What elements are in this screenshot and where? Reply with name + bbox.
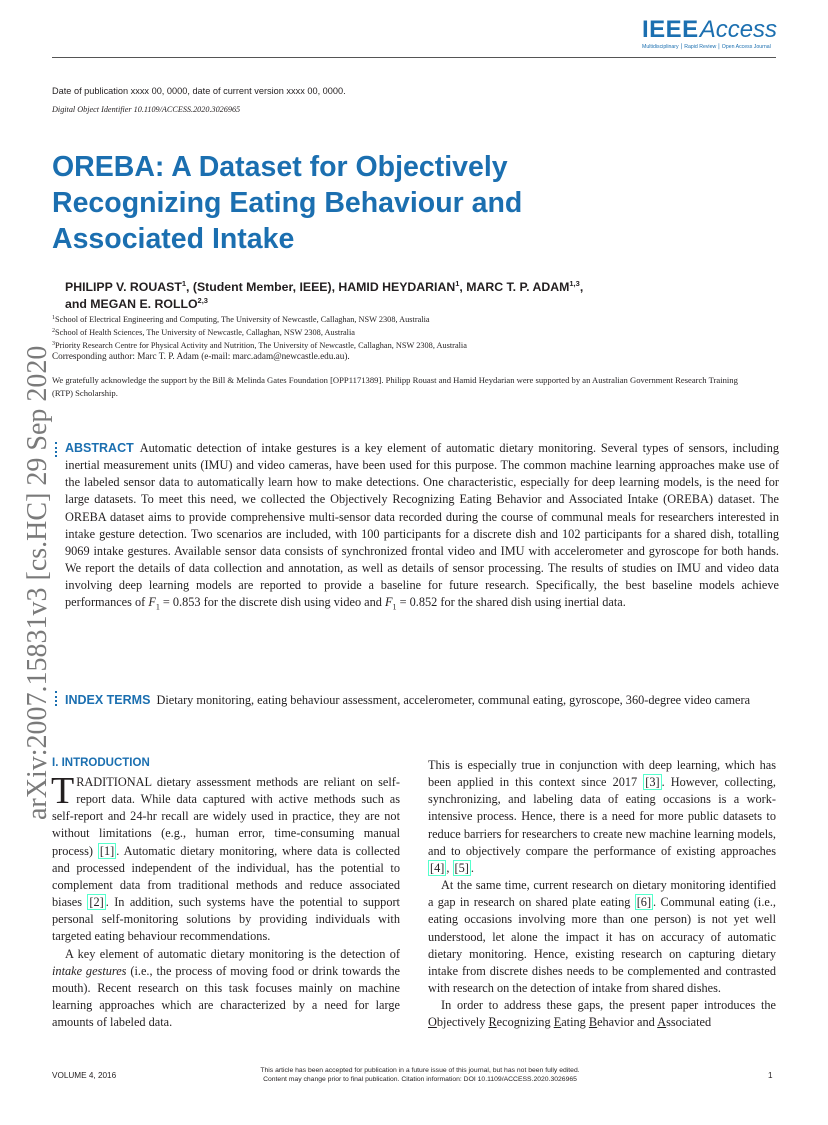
logo-ieee-text: IEEE: [642, 16, 699, 43]
ieee-access-logo: [642, 16, 778, 50]
corresponding-author: Corresponding author: Marc T. P. Adam (e-mail: marc.adam@newcastle.edu.au).: [52, 351, 350, 361]
index-terms-label: INDEX TERMS: [65, 693, 151, 707]
abstract: ABSTRACT Automatic detection of intake gestures is a key element of automatic dietary monitoring. Several types of sensors, including inertial measurement units (IMU) and video cameras, have been used for this purpose. The common machine learning approaches make use of the labeled sensor data to automatically learn how to make detections. One characteristic, especially for deep learning models, is the need for large datasets. To meet this need, we collected the Objectively Recognizing Eating Behavior and Associated Intake (OREBA) dataset. The OREBA dataset aims to provide comprehensive multi-sensor data recorded during the course of communal meals for researchers interested in intake gesture detection. Two scenarios are included, with 100 participants for a discrete dish and 102 participants for a shared dish, totalling 9069 intake gestures. Available sensor data consists of synchronized frontal video and IMU with accelerometer and gyroscope for both hands. We report the details of data collection and annotation, as well as details of sensor processing. The results of studies on IMU and video data involving deep learning models are reported to provide a baseline for future research. Specifically, the best baseline models achieve performances of $F_1 = 0.853$ for the discrete dish using video and $F_1 = 0.852$ for the shared dish using inertial data.: [65, 441, 779, 612]
citation-link[interactable]: [6]: [636, 895, 652, 910]
abstract-label: ABSTRACT: [65, 441, 134, 455]
citation-link[interactable]: [5]: [454, 860, 469, 875]
index-terms-marker: [55, 691, 59, 706]
intro-paragraph-2: A key element of automatic dietary monitoring is the detection of intake gestures (i.e., the process of moving food or drink towards the mouth). Recent research on this task focuses mainly on machine learning approaches which are characterized by a need for large amounts of labeled data.: [52, 946, 400, 1030]
affiliation-1: $^1$School of Electrical Engineering and Computing, The University of Newcastle, Callaghan, NSW 2308, Australia: [52, 315, 430, 324]
footer-volume: VOLUME 4, 2016: [52, 1071, 117, 1080]
abstract-text: Automatic detection of intake gestures is a key element of automatic dietary monitoring. Several types of sensors, including inertial measurement units (IMU) and video cameras, have been used for this purpose. The common machine learning approaches make use of the labeled sensor data to automatically learn how to make detections. One characteristic, especially for deep learning models, is the need for large datasets. To meet this need, we collected the Objectively Recognizing Eating Behavior and Associated Intake (OREBA) dataset. The OREBA dataset aims to provide comprehensive multi-sensor data recorded during the course of communal meals for researchers interested in intake gesture detection. Two scenarios are included, with 100 participants for a discrete dish and 102 participants for a shared dish, totalling 9069 intake gestures. Available sensor data consists of synchronized frontal video and IMU with accelerometer and gyroscope for both hands. We report the details of data collection and annotation, as well as details of sensor processing. The results of studies on IMU and video data involving deep learning models are reported to provide a baseline for future research. Specifically, the best baseline models achieve performances of: [65, 441, 779, 610]
index-terms-text: Dietary monitoring, eating behaviour assessment, accelerometer, communal eating, gyroscope, 360-degree video camera: [156, 693, 751, 707]
right-column: [428, 757, 776, 1032]
index-terms: [65, 692, 779, 709]
citation-link[interactable]: [2]: [89, 895, 104, 910]
left-column: [51, 770, 400, 1031]
title-line-3: Associated Intake: [52, 223, 295, 255]
citation-link[interactable]: [4]: [430, 860, 445, 875]
intro-paragraph-4: At the same time, current research on dietary monitoring identified a gap in research on shared plate eating [6] . Communal eating (i.e., eating occasions involving more than one person) is not yet well understood, let alone the impact it has on accuracy of automatic dietary monitoring. Hence, existing research on capturing dietary intake from discrete dishes needs to be complemented and contrasted with research on the detection of intake from shared dishes.: [428, 878, 776, 996]
acknowledgement: We gratefully acknowledge the support by the Bill & Melinda Gates Foundation [OPP1171389]. Philipp Rouast and Hamid Heydarian were supported by an Australian Government Research Training (RTP) Scholarship.: [52, 375, 738, 398]
logo-access-text: Access: [699, 16, 778, 43]
intro-paragraph-5: In order to address these gaps, the present paper introduces the Objectively Recognizing Eating Behavior and Associated: [428, 998, 776, 1030]
footer-note: This article has been accepted for publication in a future issue of this journal, but has not been fully edited. Content may change prior to final publication. Citation information: DOI 10.1109/ACCESS.2020.3026965: [260, 1067, 580, 1083]
intro-paragraph-1: TRADITIONAL dietary assessment methods are reliant on self-report data. While data captured with active methods such as self-report and 24-hr recall are widely used in practice, they are not without limitations (e.g., human error, time-consuming manual process) [1] . Automatic dietary monitoring, where data is collected and processed independent of the individual, has the potential to complement data from traditional methods and reduce associated biases [2] . In addition, such systems have the potential to support personal self-monitoring solutions by providing individuals with targeted eating behaviour recommendations.: [51, 770, 400, 944]
author-line-1: PHILIPP V. ROUAST$^1$, (Student Member, IEEE), HAMID HEYDARIAN$^1$, MARC T. P. ADAM$^{1,3}$,: [65, 279, 584, 294]
author-list: [65, 279, 765, 313]
abstract-marker: [55, 442, 59, 457]
author-line-2: and MEGAN E. ROLLO$^{2,3}$: [65, 296, 208, 311]
logo-tagline: Multidisciplinary ⎮ Rapid Review ⎮ Open Access Journal: [642, 44, 771, 50]
affiliation-2: $^2$School of Health Sciences, The University of Newcastle, Callaghan, NSW 2308, Australia: [52, 328, 355, 337]
arxiv-stamp: arXiv:2007.15831v3 [cs.HC] 29 Sep 2020: [22, 345, 53, 820]
title-line-2: Recognizing Eating Behaviour and: [52, 187, 523, 219]
doi-line: Digital Object Identifier 10.1109/ACCESS.2020.3026965: [52, 105, 241, 114]
section-heading: I. INTRODUCTION: [52, 757, 150, 769]
drop-cap: T: [51, 770, 75, 812]
page-number: 1: [768, 1071, 773, 1080]
intro-paragraph-3: This is especially true in conjunction with deep learning, which has been applied in this context since 2017 [3] . However, collecting, synchronizing, and labeling data of eating occasions is a work-intensive process. Hence, there is a need for more public datasets to reduce barriers for researchers to create new machine learning models, and to objectively compare the performance of existing approaches [4] , [5] .: [428, 758, 777, 875]
citation-link[interactable]: [1]: [99, 843, 115, 858]
publication-date: Date of publication xxxx 00, 0000, date of current version xxxx 00, 0000.: [52, 86, 346, 96]
affiliation-3: $^3$Priority Research Centre for Physical Activity and Nutrition, The University of Newcastle, Callaghan, NSW 2308, Australia: [52, 341, 467, 350]
title-line-1: OREBA: A Dataset for Objectively: [52, 151, 508, 183]
header-divider: [52, 57, 776, 58]
citation-link[interactable]: [3]: [645, 775, 660, 790]
paper-title: [52, 149, 612, 257]
affiliations: [52, 313, 752, 352]
